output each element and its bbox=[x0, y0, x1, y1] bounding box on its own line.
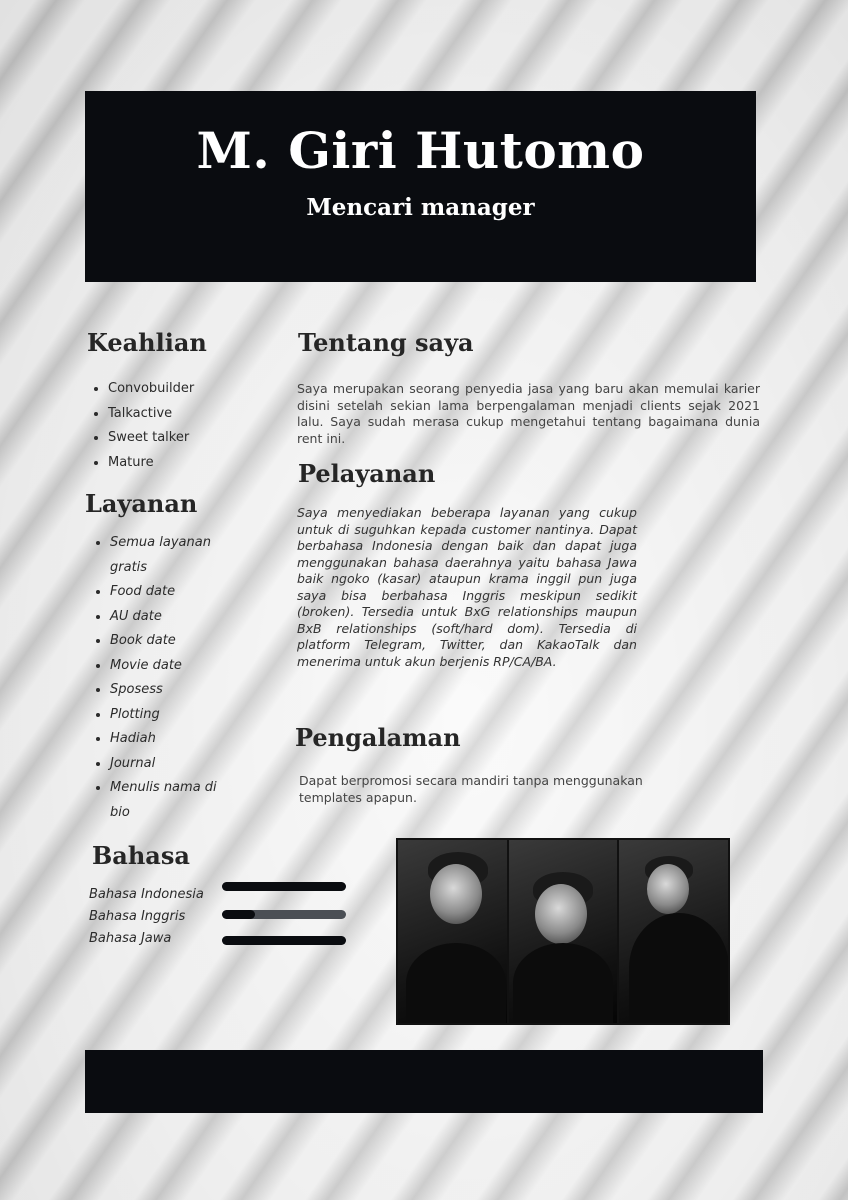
service-item: • Sposess bbox=[110, 678, 240, 703]
experience-text: Dapat berpromosi secara mandiri tanpa menggunakan templates apapun. bbox=[299, 773, 643, 805]
person-subtitle: Mencari manager bbox=[306, 194, 535, 221]
portrait-photo bbox=[509, 840, 618, 1023]
language-label: Bahasa Indonesia bbox=[89, 887, 204, 902]
about-text: Saya merupakan seorang penyedia jasa yang baru akan memulai karier disini setelah sekian lama berpengalaman menjadi clients sejak 2021 lalu. Saya sudah merasa cukup mengetahui tentang bagaimana dunia rent ini. bbox=[297, 381, 760, 446]
language-level-bar bbox=[222, 936, 346, 945]
portrait-photo bbox=[398, 840, 507, 1023]
service-item: • Menulis nama di bio bbox=[110, 776, 240, 825]
photo-collage bbox=[396, 838, 730, 1025]
language-label: Bahasa Inggris bbox=[89, 909, 186, 924]
about-heading: Tentang saya bbox=[298, 328, 474, 357]
service-item: • Hadiah bbox=[110, 727, 240, 752]
skill-item: • Mature bbox=[108, 451, 194, 476]
service-desc-text: Saya menyediakan beberapa layanan yang cukup untuk di suguhkan kepada customer nantinya. Dapat berbahasa Indonesia dengan baik dan dapat juga menggunakan bahasa daerahnya yaitu bahasa Jawa baik ngoko (kasar) ataupun krama inggil pun juga saya bisa berbahasa Inggris meskipun sedikit (broken). Tersedia untuk BxG relationships maupun BxB relationships (soft/hard dom). Tersedia di platform Telegram, Twitter, dan KakaoTalk dan menerima untuk akun berjenis RP/CA/BA. bbox=[297, 505, 637, 669]
services-list bbox=[88, 531, 240, 825]
skills-heading: Keahlian bbox=[87, 328, 207, 357]
service-item: • Semua layanan gratis bbox=[110, 531, 240, 580]
services-heading: Layanan bbox=[85, 489, 198, 518]
portrait-photo bbox=[619, 840, 728, 1023]
service-desc-heading: Pelayanan bbox=[298, 459, 436, 488]
service-item: • Journal bbox=[110, 752, 240, 777]
language-level-bar bbox=[222, 882, 346, 891]
service-item: • AU date bbox=[110, 605, 240, 630]
skill-item: • Talkactive bbox=[108, 402, 194, 427]
languages-heading: Bahasa bbox=[92, 841, 190, 870]
person-name: M. Giri Hutomo bbox=[196, 121, 645, 180]
language-label: Bahasa Jawa bbox=[89, 931, 172, 946]
skills-list bbox=[86, 377, 194, 475]
experience-heading: Pengalaman bbox=[295, 723, 461, 752]
service-item: • Movie date bbox=[110, 654, 240, 679]
language-level-bar bbox=[222, 910, 346, 919]
service-item: • Plotting bbox=[110, 703, 240, 728]
service-item: • Food date bbox=[110, 580, 240, 605]
skill-item: • Convobuilder bbox=[108, 377, 194, 402]
service-item: • Book date bbox=[110, 629, 240, 654]
skill-item: • Sweet talker bbox=[108, 426, 194, 451]
footer-banner bbox=[85, 1050, 763, 1113]
header-banner bbox=[85, 91, 756, 282]
